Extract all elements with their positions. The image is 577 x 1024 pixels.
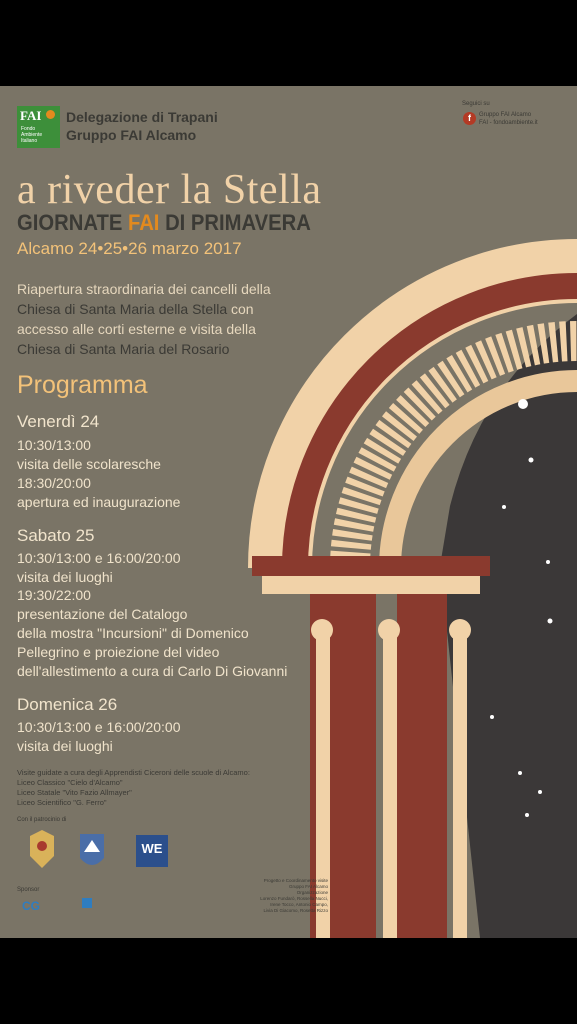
day-saturday: Sabato 25 (17, 526, 95, 545)
schedule-line: visita dei luoghi (17, 569, 113, 585)
star (525, 813, 529, 817)
star (518, 771, 522, 775)
schedule-line: 19:30/22:00 (17, 587, 91, 603)
schedule-line: presentazione del Catalogo (17, 606, 188, 622)
star (538, 790, 542, 794)
schedule-line: visita dei luoghi (17, 738, 113, 754)
sponsor-label: Sponsor (17, 887, 40, 893)
cg-logo: CG (22, 899, 40, 913)
star (518, 399, 528, 409)
collaboration-label: Con il patrocinio di (17, 817, 67, 823)
column-shaft-right (397, 594, 447, 938)
capital-beam (252, 556, 490, 576)
day-friday: Venerdì 24 (17, 412, 100, 431)
fai-logo (17, 106, 60, 148)
star (490, 715, 494, 719)
fai-logo-text: FAI (20, 108, 42, 123)
star (502, 505, 506, 509)
guide-note: Visite guidate a cura degli Apprendisti Ciceroni delle scuole di Alcamo: Liceo Classico "Cielo d'Alcamo" Liceo Statale "Vito Fazio Allmayer" Liceo Scientifico "G. Ferro" (17, 768, 250, 807)
intro-text: Riapertura straordinaria dei cancelli della Chiesa di Santa Maria della Stella con accesso alle corti esterne e visita della Chiesa di Santa Maria del Rosario (17, 281, 271, 357)
poster (0, 86, 577, 938)
city-crest (80, 834, 104, 865)
schedule-line: 10:30/13:00 e 16:00/20:00 (17, 550, 181, 566)
schedule-line: Pellegrino e proiezione del video (17, 644, 220, 660)
sponsor-logo (82, 898, 92, 908)
column-ball-1 (311, 619, 333, 641)
star (529, 458, 534, 463)
poster-title: a riveder la Stella (17, 167, 322, 213)
social-handle: Gruppo FAI Alcamo FAI - fondoambiente.it (479, 112, 538, 126)
column-stripe-3 (453, 626, 467, 938)
delegation-heading (66, 108, 218, 144)
schedule-line: apertura ed inaugurazione (17, 494, 181, 510)
schedule-line: 10:30/13:00 (17, 437, 91, 453)
fai-logo-subtext: Fondo Ambiente Italiano (21, 126, 43, 144)
schedule-line: 18:30/20:00 (17, 475, 91, 491)
event-dates: Alcamo 24•25•26 marzo 2017 (17, 239, 242, 258)
day-sunday: Domenica 26 (17, 695, 118, 714)
star (548, 619, 553, 624)
delegation-name: Delegazione di Trapani (66, 109, 218, 125)
social-label: Seguici su (462, 101, 490, 107)
schedule-line: visita delle scolaresche (17, 456, 161, 472)
we-logo: WE (136, 835, 168, 867)
schedule-line: 10:30/13:00 e 16:00/20:00 (17, 719, 181, 735)
column-ball-2 (378, 619, 400, 641)
poster-subtitle: GIORNATE FAI DI PRIMAVERA (17, 210, 311, 235)
column-stripe-2 (383, 626, 397, 938)
program-heading: Programma (17, 371, 148, 399)
vatican-emblem (30, 830, 54, 868)
star (546, 560, 550, 564)
facebook-icon[interactable]: f (463, 112, 476, 125)
schedule-line: dell'allestimento a cura di Carlo Di Giovanni (17, 663, 288, 679)
schedule-line: della mostra "Incursioni" di Domenico (17, 625, 249, 641)
column-ball-3 (449, 619, 471, 641)
capital-base (262, 576, 480, 594)
organization-info: Progetto e Coordinamento visite Gruppo FAI Alcamo Organizzazione Lorenzo Fundarò, Rossella Nucci, Irene Tocco, Antonio Campo, Livia Di Giacomo, Rosetta Rizzo (260, 878, 328, 913)
group-name: Gruppo FAI Alcamo (66, 127, 197, 143)
fai-logo-dot (46, 110, 55, 119)
